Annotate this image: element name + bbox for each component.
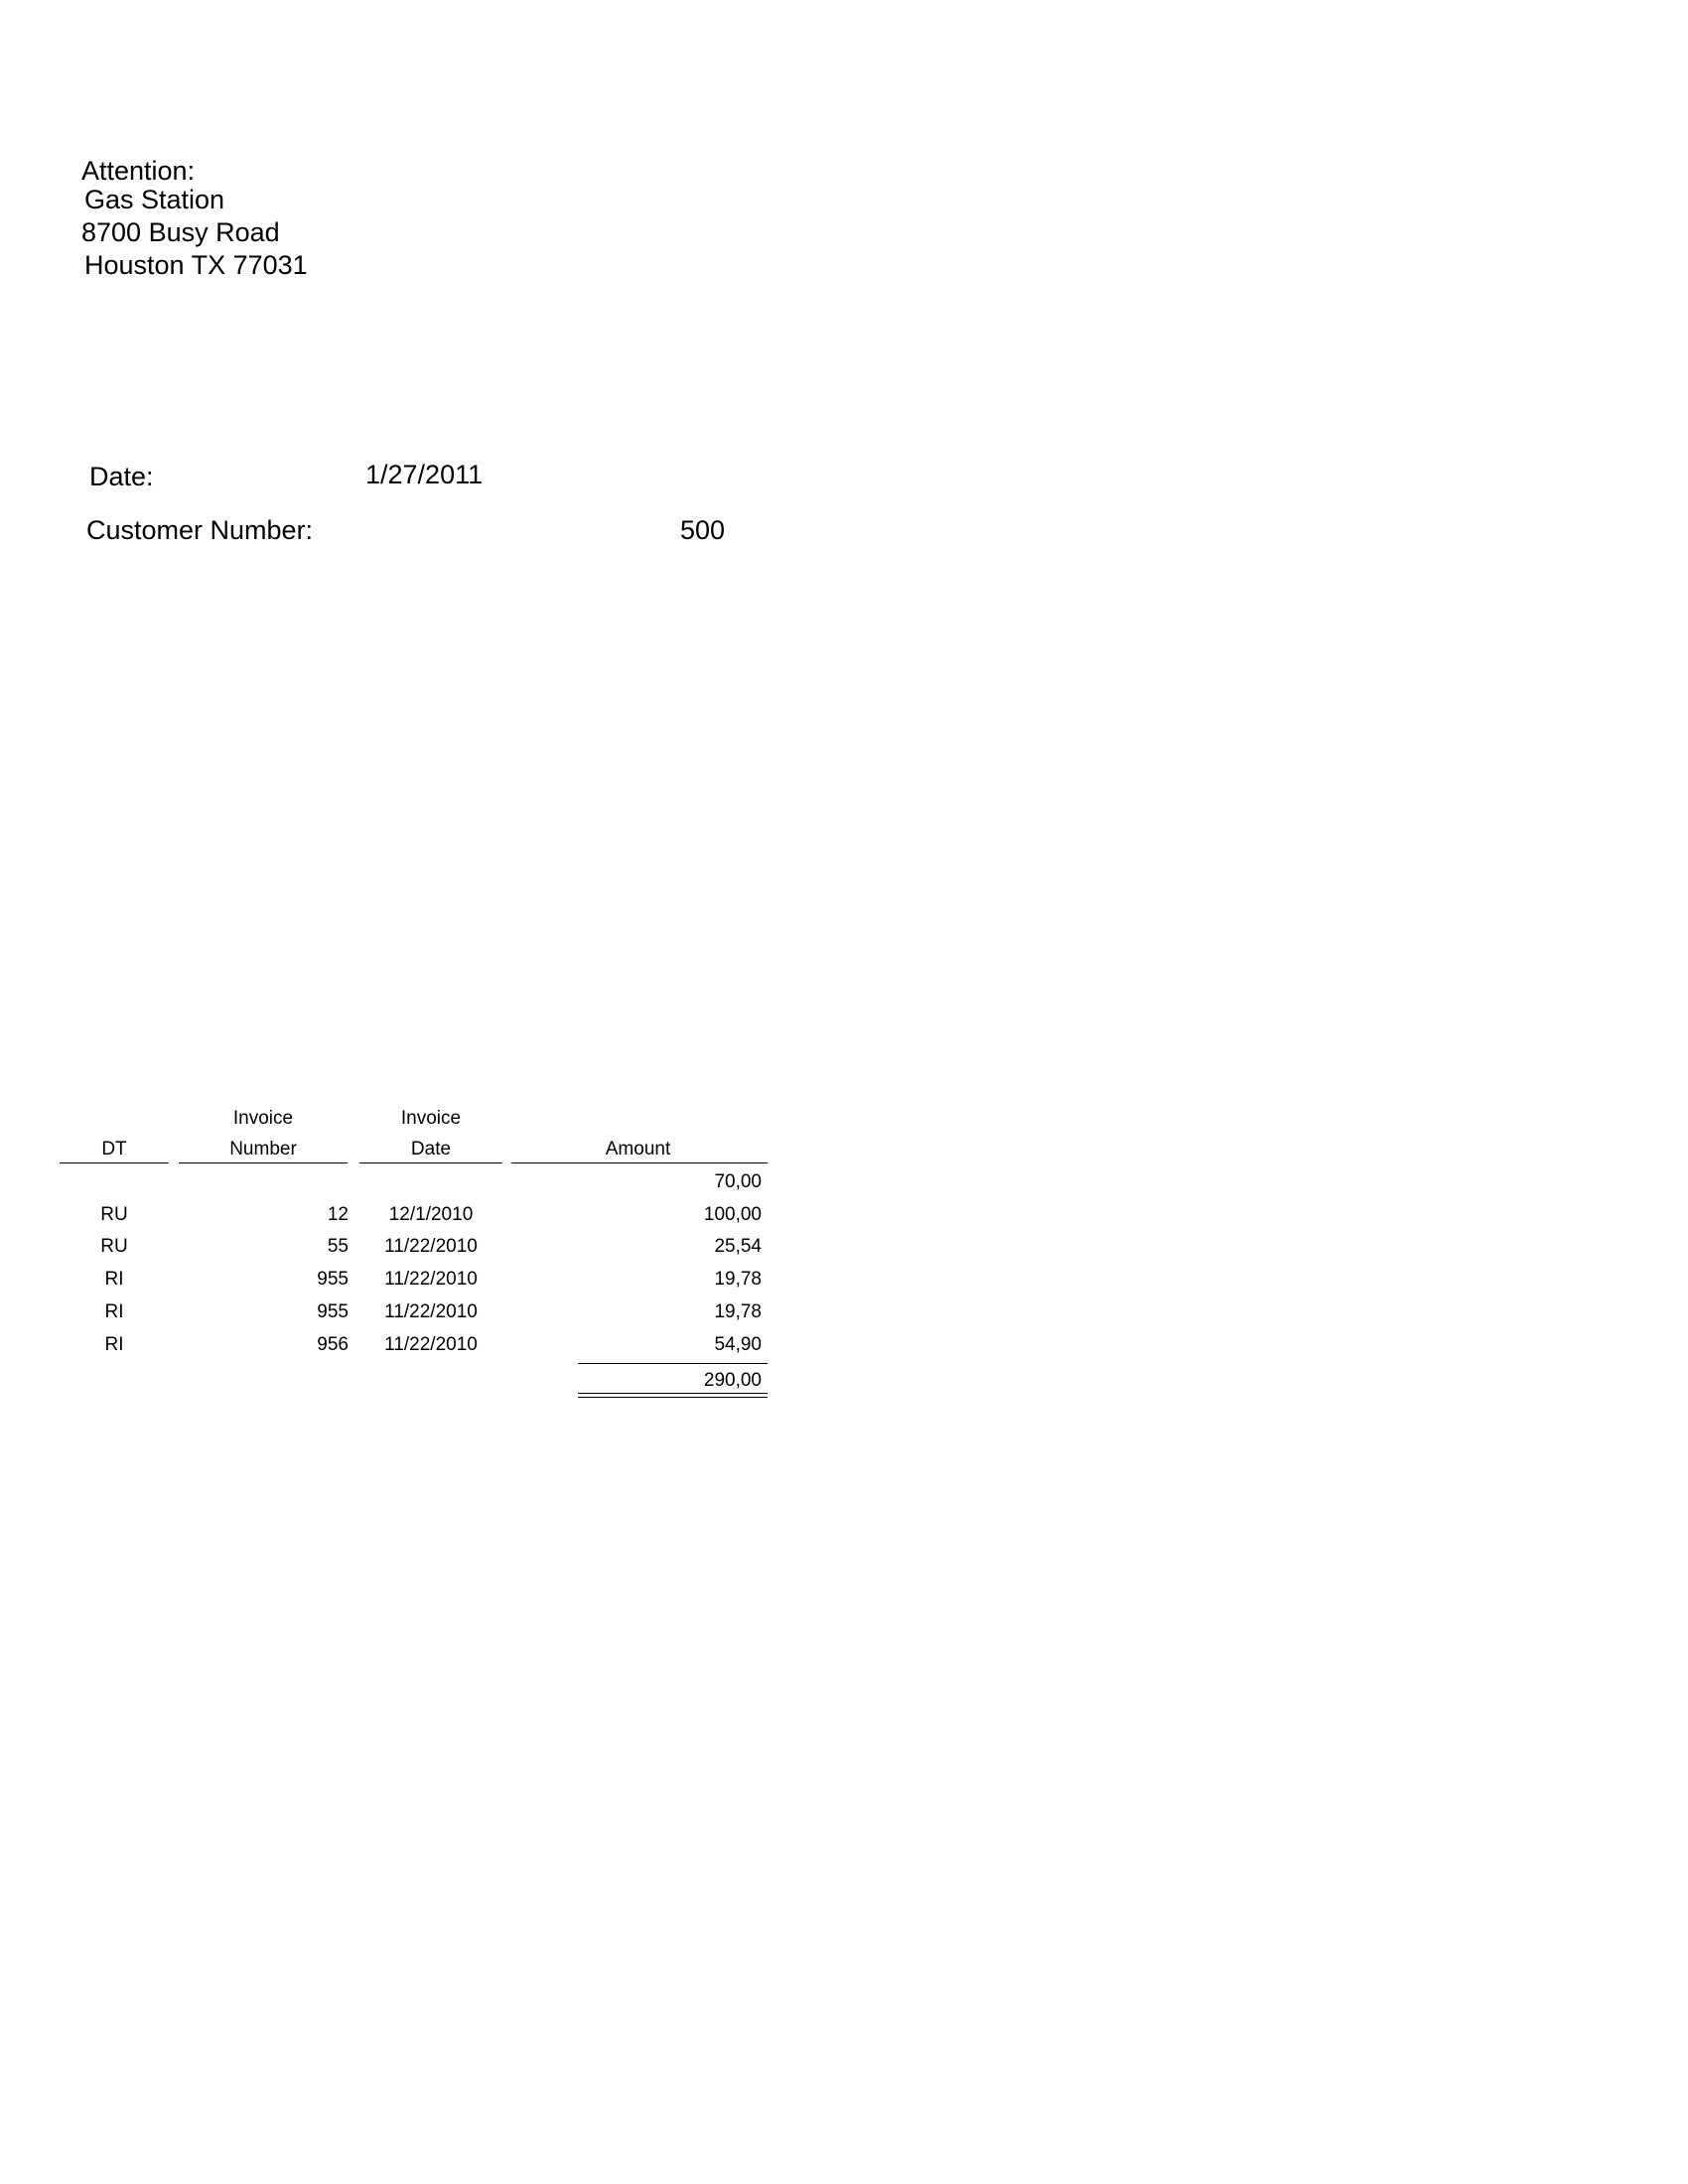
date-label: Date: — [89, 462, 154, 491]
row-amount: 100,00 — [703, 1204, 762, 1225]
row-amount: 25,54 — [714, 1236, 762, 1257]
total-double-rule-bottom — [578, 1397, 768, 1398]
header-invoice-number-bottom: Number — [229, 1139, 297, 1160]
attention-label: Attention: — [81, 156, 196, 186]
row-dt: RI — [104, 1301, 124, 1322]
header-invoice-date-bottom: Date — [410, 1139, 452, 1160]
header-rule-dt — [60, 1162, 169, 1163]
row-dt: RI — [104, 1334, 124, 1355]
header-invoice-number-top: Invoice — [232, 1108, 294, 1129]
row-invoice-date: 11/22/2010 — [384, 1236, 478, 1257]
header-amount: Amount — [605, 1139, 671, 1160]
subtotal-rule — [578, 1363, 768, 1364]
opening-amount: 70,00 — [714, 1171, 762, 1192]
row-invoice-number: 955 — [317, 1269, 349, 1290]
row-invoice-date: 11/22/2010 — [384, 1334, 478, 1355]
row-amount: 54,90 — [714, 1334, 762, 1355]
row-invoice-number: 55 — [327, 1236, 349, 1257]
row-amount: 19,78 — [714, 1269, 762, 1290]
header-invoice-date-top: Invoice — [400, 1108, 462, 1129]
row-dt: RU — [100, 1204, 128, 1225]
customer-number-value: 500 — [679, 515, 725, 545]
header-dt: DT — [101, 1139, 127, 1160]
row-invoice-number: 955 — [317, 1301, 349, 1322]
recipient-city-line: Houston TX 77031 — [84, 250, 308, 280]
row-invoice-number: 956 — [317, 1334, 349, 1355]
row-amount: 19,78 — [714, 1301, 762, 1322]
header-rule-number — [179, 1162, 348, 1163]
row-invoice-date: 12/1/2010 — [388, 1204, 474, 1225]
date-value: 1/27/2011 — [365, 460, 484, 489]
header-rule-amount — [511, 1162, 768, 1163]
recipient-name: Gas Station — [84, 185, 225, 214]
total-amount: 290,00 — [703, 1370, 762, 1391]
row-invoice-date: 11/22/2010 — [384, 1269, 478, 1290]
header-rule-date — [359, 1162, 502, 1163]
row-dt: RU — [100, 1236, 128, 1257]
recipient-street: 8700 Busy Road — [81, 217, 280, 247]
row-invoice-date: 11/22/2010 — [384, 1301, 478, 1322]
row-invoice-number: 12 — [327, 1204, 349, 1225]
row-dt: RI — [104, 1269, 124, 1290]
customer-number-label: Customer Number: — [86, 515, 314, 545]
total-double-rule-top — [578, 1393, 768, 1394]
